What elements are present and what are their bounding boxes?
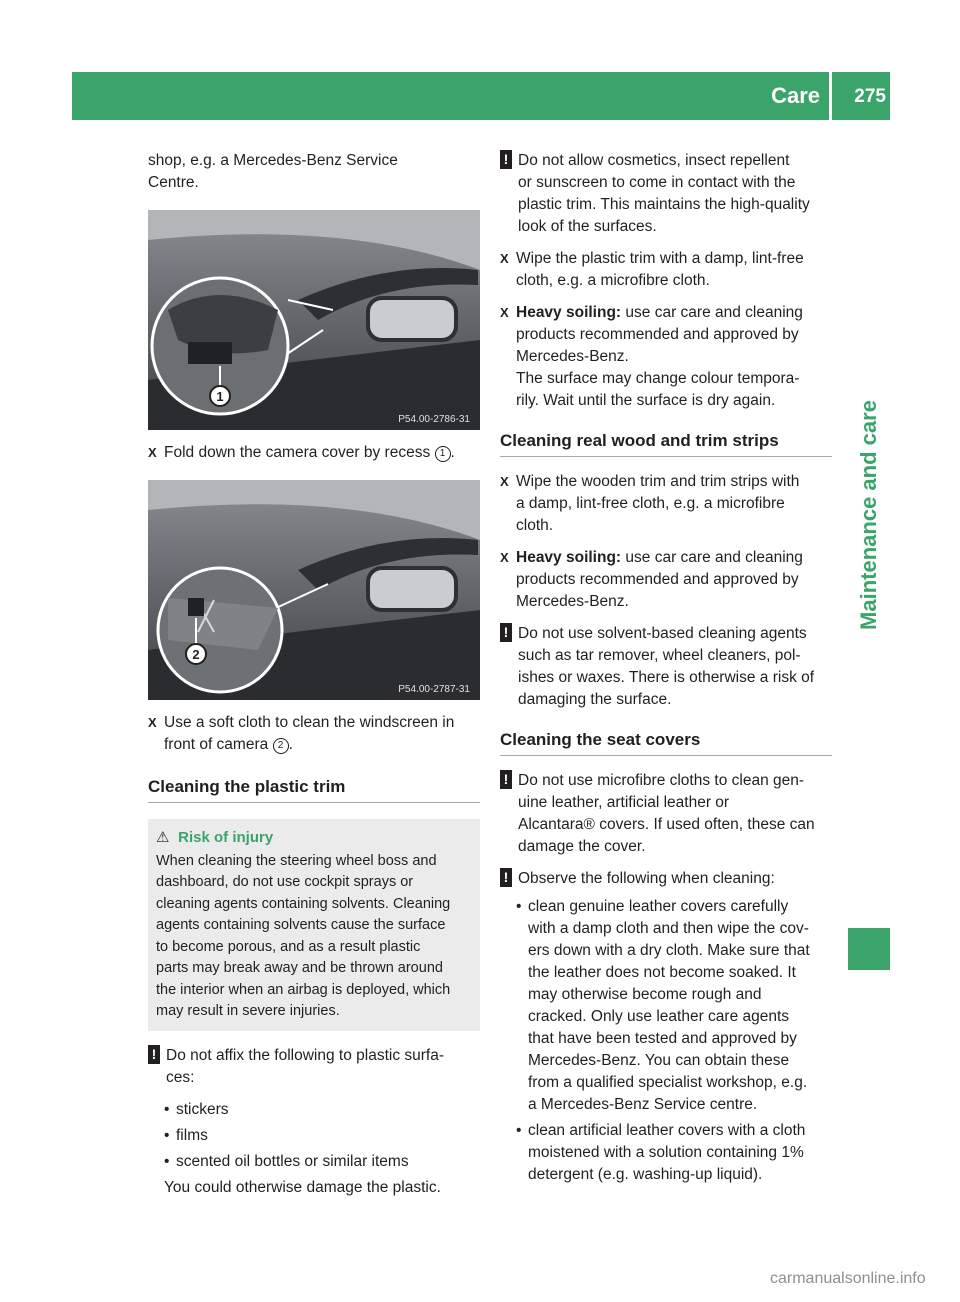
header-divider bbox=[829, 72, 832, 120]
step-text-line bbox=[164, 734, 480, 756]
callout-badge: 2 bbox=[273, 738, 289, 754]
intro-line: Centre. bbox=[148, 174, 199, 191]
bullet-dot: • bbox=[516, 898, 522, 915]
heading-plastic-trim: Cleaning the plastic trim bbox=[148, 776, 480, 803]
step-marker: X bbox=[500, 474, 509, 489]
figure-callout: 2 bbox=[192, 647, 200, 662]
list-item bbox=[148, 1125, 480, 1147]
footer-watermark: carmanualsonline.info bbox=[770, 1270, 926, 1287]
header-bar bbox=[72, 72, 890, 120]
page-number: 275 bbox=[854, 86, 886, 107]
caution-icon: ! bbox=[148, 1045, 160, 1064]
step-text: products recommended and approved by bbox=[516, 571, 799, 588]
step-text: a damp, lint-free cloth, e.g. a microfibre bbox=[516, 495, 785, 512]
warning-line: the interior when an airbag is deployed, which bbox=[156, 981, 451, 998]
list-item bbox=[148, 1099, 480, 1121]
list-item-text: stickers bbox=[176, 1100, 229, 1118]
figure-camera-windscreen bbox=[148, 480, 480, 700]
instruction-step bbox=[148, 442, 480, 464]
note-line: Do not affix the following to plastic surfa- bbox=[166, 1046, 444, 1064]
list-item-text: ers down with a dry cloth. Make sure that bbox=[528, 942, 810, 959]
note-line: ces: bbox=[166, 1068, 195, 1086]
right-column bbox=[500, 150, 832, 1190]
warning-triangle-icon: ⚠ bbox=[156, 829, 170, 846]
intro-line: shop, e.g. a Mercedes-Benz Service bbox=[148, 152, 398, 169]
step-marker: X bbox=[148, 445, 157, 460]
caution-icon: ! bbox=[500, 623, 512, 642]
list-item bbox=[148, 1151, 480, 1173]
step-text: rily. Wait until the surface is dry again. bbox=[516, 392, 776, 409]
caution-icon: ! bbox=[500, 868, 512, 887]
step-text: products recommended and approved by bbox=[516, 326, 799, 343]
step-text: Mercedes-Benz. bbox=[516, 593, 629, 610]
note-line: or sunscreen to come in contact with the bbox=[518, 174, 796, 191]
side-tab-label: Maintenance and care bbox=[856, 400, 881, 630]
instruction-step bbox=[148, 712, 480, 756]
list-item bbox=[500, 1120, 832, 1186]
note-line: Do not use microfibre cloths to clean gen- bbox=[518, 772, 805, 789]
step-text: cloth, e.g. a microfibre cloth. bbox=[516, 272, 710, 289]
bullet-dot: • bbox=[164, 1152, 170, 1170]
step-text: use car care and cleaning bbox=[625, 304, 803, 321]
warning-line: When cleaning the steering wheel boss and bbox=[156, 852, 437, 869]
caution-icon: ! bbox=[500, 770, 512, 789]
note-line: look of the surfaces. bbox=[518, 218, 657, 235]
note-line: ishes or waxes. There is otherwise a risk of bbox=[518, 669, 815, 686]
step-bold-label: Heavy soiling: bbox=[516, 304, 622, 321]
step-text: Use a soft cloth to clean the windscreen in bbox=[164, 714, 455, 731]
side-tab-marker bbox=[848, 928, 890, 970]
list-item-text: may otherwise become rough and bbox=[528, 986, 762, 1003]
list-item-text: scented oil bottles or similar items bbox=[176, 1152, 409, 1170]
caution-icon: ! bbox=[500, 150, 512, 169]
list-item-text: detergent (e.g. washing-up liquid). bbox=[528, 1166, 763, 1183]
step-text: front of camera bbox=[164, 736, 269, 753]
note-line: plastic trim. This maintains the high-quality bbox=[518, 196, 810, 213]
step-text: Mercedes-Benz. bbox=[516, 348, 629, 365]
step-marker: X bbox=[500, 305, 509, 320]
step-text-line bbox=[516, 302, 832, 324]
step-text: use car care and cleaning bbox=[625, 549, 803, 566]
instruction-step bbox=[500, 302, 832, 412]
warning-line: dashboard, do not use cockpit sprays or bbox=[156, 874, 414, 890]
bullet-dot: • bbox=[516, 1122, 522, 1139]
list-item-text: a Mercedes-Benz Service centre. bbox=[528, 1096, 758, 1113]
caution-note bbox=[148, 1045, 480, 1089]
caution-note bbox=[500, 623, 832, 711]
caution-note bbox=[500, 770, 832, 858]
left-column bbox=[148, 150, 480, 1199]
warning-box bbox=[148, 819, 480, 1031]
warning-line: may result in severe injuries. bbox=[156, 1003, 340, 1019]
figure-code: P54.00-2787-31 bbox=[398, 684, 470, 695]
instruction-step bbox=[500, 547, 832, 613]
warning-line: agents containing solvents cause the surface bbox=[156, 917, 446, 933]
note-line: Observe the following when cleaning: bbox=[518, 870, 775, 887]
list-item-text: cracked. Only use leather care agents bbox=[528, 1008, 790, 1025]
note-line: uine leather, artificial leather or bbox=[518, 794, 730, 811]
step-bold-label: Heavy soiling: bbox=[516, 549, 622, 566]
figure-camera-cover bbox=[148, 210, 480, 430]
list-item-text: clean genuine leather covers carefully bbox=[528, 898, 789, 915]
step-text-line bbox=[516, 547, 832, 569]
step-marker: X bbox=[500, 251, 509, 266]
callout-badge: 1 bbox=[435, 446, 451, 462]
heading-seat-covers: Cleaning the seat covers bbox=[500, 729, 832, 756]
warning-line: to become porous, and as a result plastic bbox=[156, 938, 421, 955]
step-marker: X bbox=[500, 550, 509, 565]
note-line: damaging the surface. bbox=[518, 691, 672, 708]
figure-callout: 1 bbox=[216, 389, 224, 404]
instruction-step bbox=[500, 248, 832, 292]
step-marker: X bbox=[148, 715, 157, 730]
list-item-text: the leather does not become soaked. It bbox=[528, 964, 796, 981]
section-title: Care bbox=[771, 83, 820, 108]
step-end: . bbox=[450, 444, 455, 461]
step-text: Wipe the wooden trim and trim strips with bbox=[516, 473, 800, 490]
warning-line: parts may break away and be thrown around bbox=[156, 960, 443, 976]
windscreen-camera-illustration bbox=[148, 210, 480, 430]
step-text: Wipe the plastic trim with a damp, lint-free bbox=[516, 250, 804, 267]
list-item-text: from a qualified specialist workshop, e.g. bbox=[528, 1074, 808, 1091]
warning-title: Risk of injury bbox=[178, 829, 274, 846]
note-line: damage the cover. bbox=[518, 838, 646, 855]
caution-note bbox=[500, 150, 832, 238]
note-line: such as tar remover, wheel cleaners, pol- bbox=[518, 647, 801, 664]
list-item-text: moistened with a solution containing 1% bbox=[528, 1144, 804, 1161]
note-line: Do not allow cosmetics, insect repellent bbox=[518, 152, 790, 169]
list-item-text: Mercedes-Benz. You can obtain these bbox=[528, 1052, 790, 1069]
step-text: The surface may change colour tempora- bbox=[516, 370, 800, 387]
list-item-text: clean artificial leather covers with a cloth bbox=[528, 1122, 806, 1139]
bullet-dot: • bbox=[164, 1126, 170, 1144]
step-text: cloth. bbox=[516, 517, 554, 534]
warning-line: cleaning agents containing solvents. Cleaning bbox=[156, 895, 451, 912]
windscreen-camera-illustration-2 bbox=[148, 480, 480, 700]
list-item-text: that have been tested and approved by bbox=[528, 1030, 797, 1047]
list-item bbox=[500, 896, 832, 1116]
instruction-step bbox=[500, 471, 832, 537]
figure-code: P54.00-2786-31 bbox=[398, 414, 470, 425]
step-end: . bbox=[288, 736, 293, 753]
note-line: Do not use solvent-based cleaning agents bbox=[518, 625, 807, 642]
step-text: Fold down the camera cover by recess bbox=[164, 444, 431, 461]
side-tab bbox=[848, 370, 890, 660]
caution-note bbox=[500, 868, 832, 890]
list-item-text: with a damp cloth and then wipe the cov- bbox=[528, 920, 809, 937]
note-line: Alcantara® covers. If used often, these can bbox=[518, 816, 815, 833]
warning-title-row bbox=[156, 827, 472, 849]
bullet-dot: • bbox=[164, 1100, 170, 1118]
heading-real-wood: Cleaning real wood and trim strips bbox=[500, 430, 832, 457]
list-item-text: films bbox=[176, 1126, 208, 1144]
note-closing: You could otherwise damage the plastic. bbox=[164, 1178, 441, 1196]
